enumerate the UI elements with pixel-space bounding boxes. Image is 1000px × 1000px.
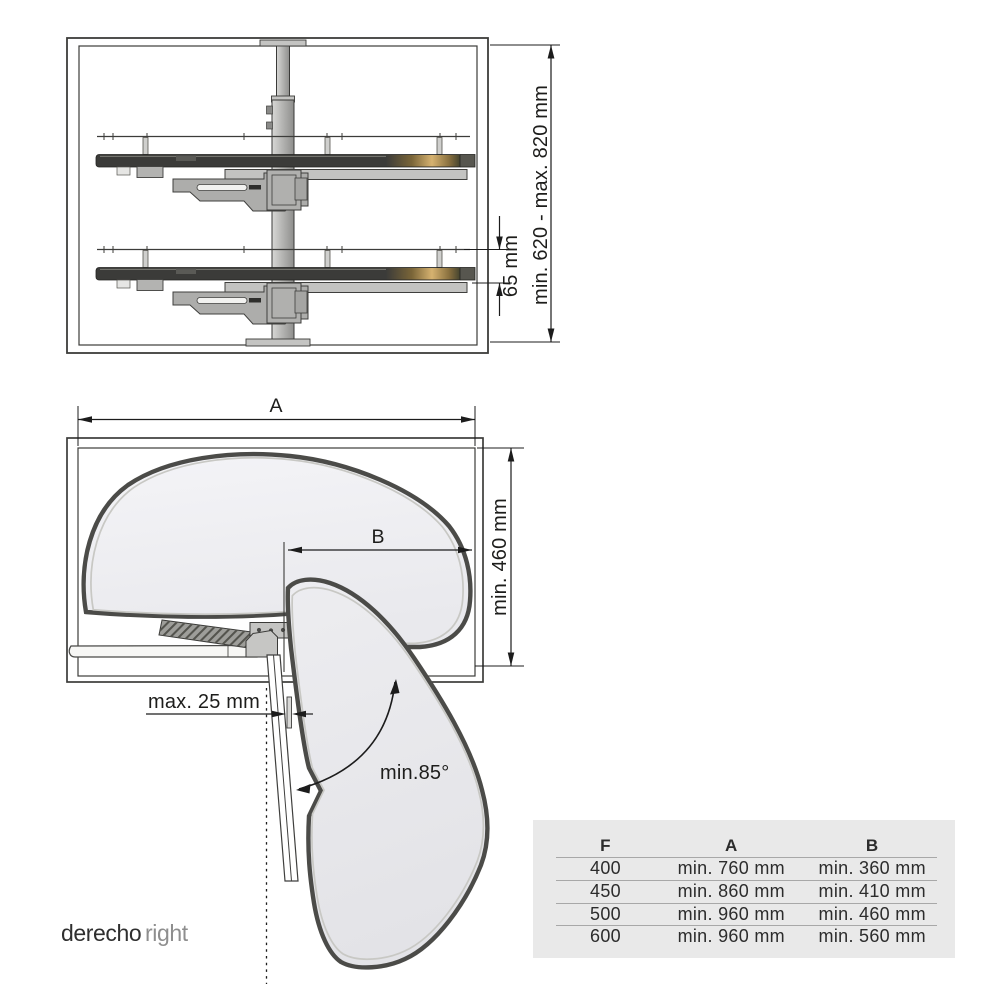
- spec-table: [533, 820, 955, 958]
- arrow-down-icon: [508, 653, 515, 667]
- cell-f: 500: [556, 903, 655, 926]
- table-row: [556, 880, 937, 903]
- post-screw-1: [267, 106, 273, 114]
- plan-view: [61, 395, 524, 984]
- cell-a: min. 760 mm: [655, 858, 807, 881]
- cell-a: min. 860 mm: [655, 880, 807, 903]
- arrow-down-icon: [548, 329, 555, 343]
- height-dimension-label: min. 620 - max. 820 mm: [530, 84, 552, 306]
- arrow-up-icon: [548, 45, 555, 59]
- arrow-left-icon: [296, 784, 311, 794]
- table-header-f: F: [556, 826, 655, 858]
- post-top-plate: [260, 40, 306, 46]
- arrow-left-icon: [78, 416, 92, 423]
- cell-a: min. 960 mm: [677, 926, 785, 947]
- cell-b: min. 460 mm: [807, 903, 937, 926]
- dimensions-table: [556, 826, 937, 948]
- table-row: [556, 858, 937, 881]
- post-screw-2: [267, 122, 273, 129]
- table-row: [556, 926, 937, 948]
- arrow-up-icon: [508, 448, 515, 462]
- cell-b: min. 360 mm: [807, 858, 937, 881]
- cell-f: 400: [556, 858, 655, 881]
- door-gap-dimension-label: max. 25 mm: [147, 691, 261, 713]
- table-header-a: A: [655, 826, 807, 858]
- bracket-screw-icon: [257, 628, 261, 632]
- cell-b: min. 410 mm: [807, 880, 937, 903]
- front-elevation-view: [67, 38, 560, 353]
- table-row: [556, 903, 937, 926]
- arrow-right-icon: [461, 416, 475, 423]
- table-header-b: B: [807, 826, 937, 858]
- cell-b: min. 560 mm: [818, 926, 926, 947]
- orientation-label-en: right: [145, 920, 188, 946]
- door-edge-strip: [287, 697, 292, 728]
- post-base-plate: [246, 339, 310, 346]
- opening-angle-label: min.85°: [380, 762, 450, 784]
- post-upper-tube: [277, 41, 290, 99]
- swivel-arm-hatch: [159, 620, 252, 648]
- cell-f: 450: [556, 880, 655, 903]
- cell-a: min. 960 mm: [655, 903, 807, 926]
- plinth-front-edge: [69, 646, 257, 658]
- width-dimension-label: A: [269, 395, 283, 417]
- orientation-label-es: derecho: [61, 920, 142, 946]
- shelf-gap-dimension-label: 65 mm: [500, 234, 522, 298]
- reach-dimension-label: B: [371, 526, 385, 548]
- cell-f: 600: [590, 926, 621, 947]
- depth-dimension-label: min. 460 mm: [489, 498, 511, 616]
- table-header-row: [556, 826, 937, 858]
